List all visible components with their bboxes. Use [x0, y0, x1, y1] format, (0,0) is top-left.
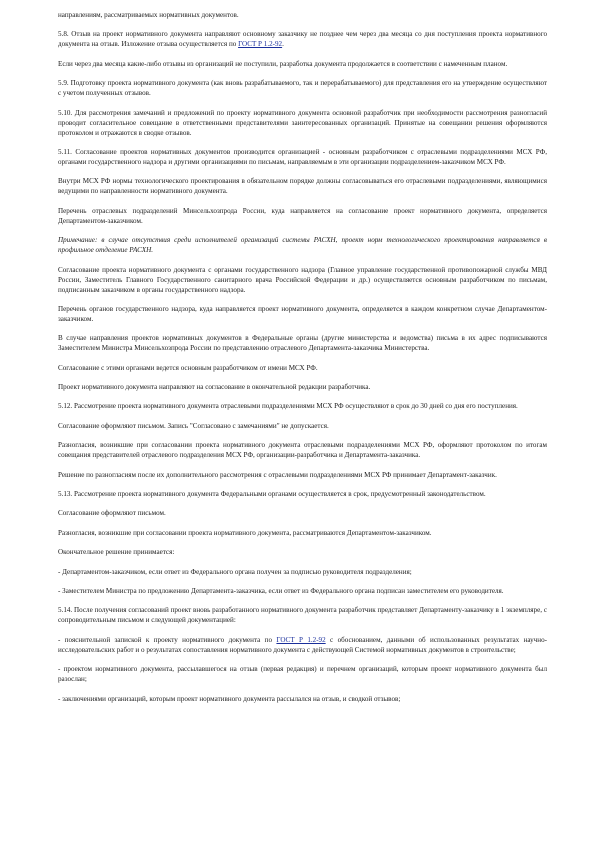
- paragraph: [58, 528, 547, 538]
- paragraph-text: Согласование оформляют письмом.: [58, 509, 166, 518]
- paragraph: [58, 547, 547, 557]
- paragraph: [58, 78, 547, 98]
- paragraph: [58, 333, 547, 353]
- paragraph-text: 5.14. После получения согласований проект вновь разработанного нормативного документа разработчик представляет Департаменту-заказчику в 1 экземпляре, с сопроводительным письмом и следующей документацией:: [58, 606, 547, 625]
- paragraph-text: 5.9. Подготовку проекта нормативного документа (как вновь разрабатываемого, так и перерабатываемого) для представления его на утверждение осуществляют с учетом полученных отзывов.: [58, 79, 547, 98]
- paragraph-text: Согласование с этими органами ведется основным разработчиком от имени МСХ РФ.: [58, 363, 318, 372]
- paragraph-text: Разногласия, возникшие при согласовании проекта нормативного документа отраслевыми подразделениями МСХ РФ, оформляют протоколом по итогам совещания представителей отраслевого подразделения МСХ РФ, организации-разработчика и Департамента-заказчика.: [58, 441, 547, 460]
- paragraph-text: Согласование проекта нормативного документа с органами государственного надзора (Главное управление государственной противопожарной службы МВД России, Заместитель Главного Государственного санитарного врача Российской Федерации и др.) осуществляется основным разработчиком по письмам, подписанным заказчиком в органы государственного надзора.: [58, 265, 547, 294]
- paragraph: [58, 586, 547, 596]
- paragraph-text: 5.10. Для рассмотрения замечаний и предложений по проекту нормативного документа основной разработчик при необходимости рассмотрения разногласий проводит согласительное совещание в ответственными представителями заинтересованных организаций. Принятые на совещании решения оформляются протоколом и отражаются в сводке отзывов.: [58, 108, 547, 137]
- paragraph-text: Перечень отраслевых подразделений Минсельхозпрода России, куда направляется на согласование проект нормативного документа, определяется Департаментом-заказчиком.: [58, 206, 547, 225]
- paragraph-text: - Департаментом-заказчиком, если ответ из Федерального органа получен за подписью руководителя подразделения;: [58, 567, 412, 576]
- paragraph: [58, 304, 547, 324]
- paragraph: [58, 176, 547, 196]
- gost-link[interactable]: ГОСТ Р 1.2-92: [276, 635, 326, 644]
- paragraph: [58, 567, 547, 577]
- paragraph-text: 5.8. Отзыв на проект нормативного документа направляют основному заказчику не позднее чем через два месяца со дня поступления проекта нормативного документа на отзыв. Изложение отзыва осуществляется по: [58, 30, 547, 49]
- paragraph: [58, 664, 547, 684]
- paragraph: [58, 440, 547, 460]
- paragraph: [58, 235, 547, 255]
- paragraph-text: - заключениями организаций, которым проект нормативного документа рассылался на отзыв, и сводкой отзывов;: [58, 694, 401, 703]
- paragraph-text: Если через два месяца какие-либо отзывы из организаций не поступили, разработка документа продолжается в соответствии с намеченным планом.: [58, 59, 508, 68]
- paragraph-text: - пояснительной запиской к проекту нормативного документа по: [58, 635, 277, 644]
- paragraph: [58, 265, 547, 295]
- paragraph: [58, 605, 547, 625]
- paragraph: [58, 206, 547, 226]
- paragraph: [58, 29, 547, 49]
- paragraph-text: .: [282, 40, 284, 49]
- paragraph-text: Решение по разногласиям после их дополнительного рассмотрения с отраслевыми подразделениями МСХ РФ принимает Департамент-заказчик.: [58, 470, 497, 479]
- paragraph-text: В случае направления проектов нормативных документов в Федеральные органы (другие министерства и ведомства) письма в их адрес подписываются Заместителем Министра Минсельхозпрода России по представлению отраслевого Департамента-заказчика Министерства.: [58, 334, 547, 353]
- paragraph-text: с обоснованием, данными об использованных результатах научно-исследовательских работ и о результатах сопоставления нормативного документа с действующей Системой нормативных документов в строительстве;: [58, 635, 548, 654]
- paragraph: [58, 635, 547, 655]
- paragraph-text: Перечень органов государственного надзора, куда направляется проект нормативного документа, определяется в каждом конкретном случае Департаментом-заказчиком.: [58, 304, 547, 323]
- paragraph-text: Проект нормативного документа направляют на согласование в окончательной редакции разработчика.: [58, 383, 371, 392]
- paragraph: [58, 59, 547, 69]
- paragraph-text: Согласование оформляют письмом. Запись "Согласовано с замечаниями" не допускается.: [58, 421, 329, 430]
- paragraph-text: Разногласия, возникшие при согласовании проекта нормативного документа, рассматриваются Департаментом-заказчиком.: [58, 528, 432, 537]
- paragraph-text: Окончательное решение принимается:: [58, 548, 175, 557]
- paragraph: [58, 489, 547, 499]
- paragraph-text: - Заместителем Министра по предложению Департамента-заказчика, если ответ из Федерального органа подписан заместителем его руководителя.: [58, 586, 504, 595]
- paragraph-text: Примечание: в случае отсутствия среди исполнителей организаций системы РАСХН, проект норм технологического проектирования направляется в профильное отделение РАСХН.: [58, 236, 547, 255]
- paragraph-text: 5.11. Согласование проектов нормативных документов производится организацией - основным разработчиком с отраслевыми подразделениями МСХ РФ, органами государственного надзора и другими организациями по письмам, направляемым в эти организации подразделением-заказчиком МСХ РФ.: [58, 147, 547, 166]
- paragraph: [58, 421, 547, 431]
- paragraph: [58, 108, 547, 138]
- paragraph: [58, 147, 547, 167]
- paragraph-text: 5.12. Рассмотрение проекта нормативного документа отраслевыми подразделениями МСХ РФ осуществляют в срок до 30 дней со дня его поступления.: [58, 402, 518, 411]
- paragraph: [58, 401, 547, 411]
- paragraph: [58, 508, 547, 518]
- paragraph: [58, 10, 547, 20]
- paragraph: [58, 363, 547, 373]
- paragraph-text: Внутри МСХ РФ нормы технологического проектирования в обязательном порядке должны согласовываться его отраслевыми подразделениями, являющимися ведущими по направленности нормативного документа.: [58, 177, 547, 196]
- paragraph: [58, 470, 547, 480]
- paragraph-text: 5.13. Рассмотрение проекта нормативного документа Федеральными органами осуществляется в срок, предусмотренный законодательством.: [58, 490, 486, 499]
- paragraph: [58, 694, 547, 704]
- document-page: [58, 10, 547, 713]
- paragraph-text: направлениям, рассматриваемых нормативных документов.: [58, 11, 239, 19]
- paragraph: [58, 382, 547, 392]
- gost-link[interactable]: ГОСТ Р 1.2-92: [238, 40, 283, 49]
- paragraph-text: - проектом нормативного документа, рассылавшегося на отзыв (первая редакция) и перечнем организаций, которым проект нормативного документа был разослан;: [58, 665, 547, 684]
